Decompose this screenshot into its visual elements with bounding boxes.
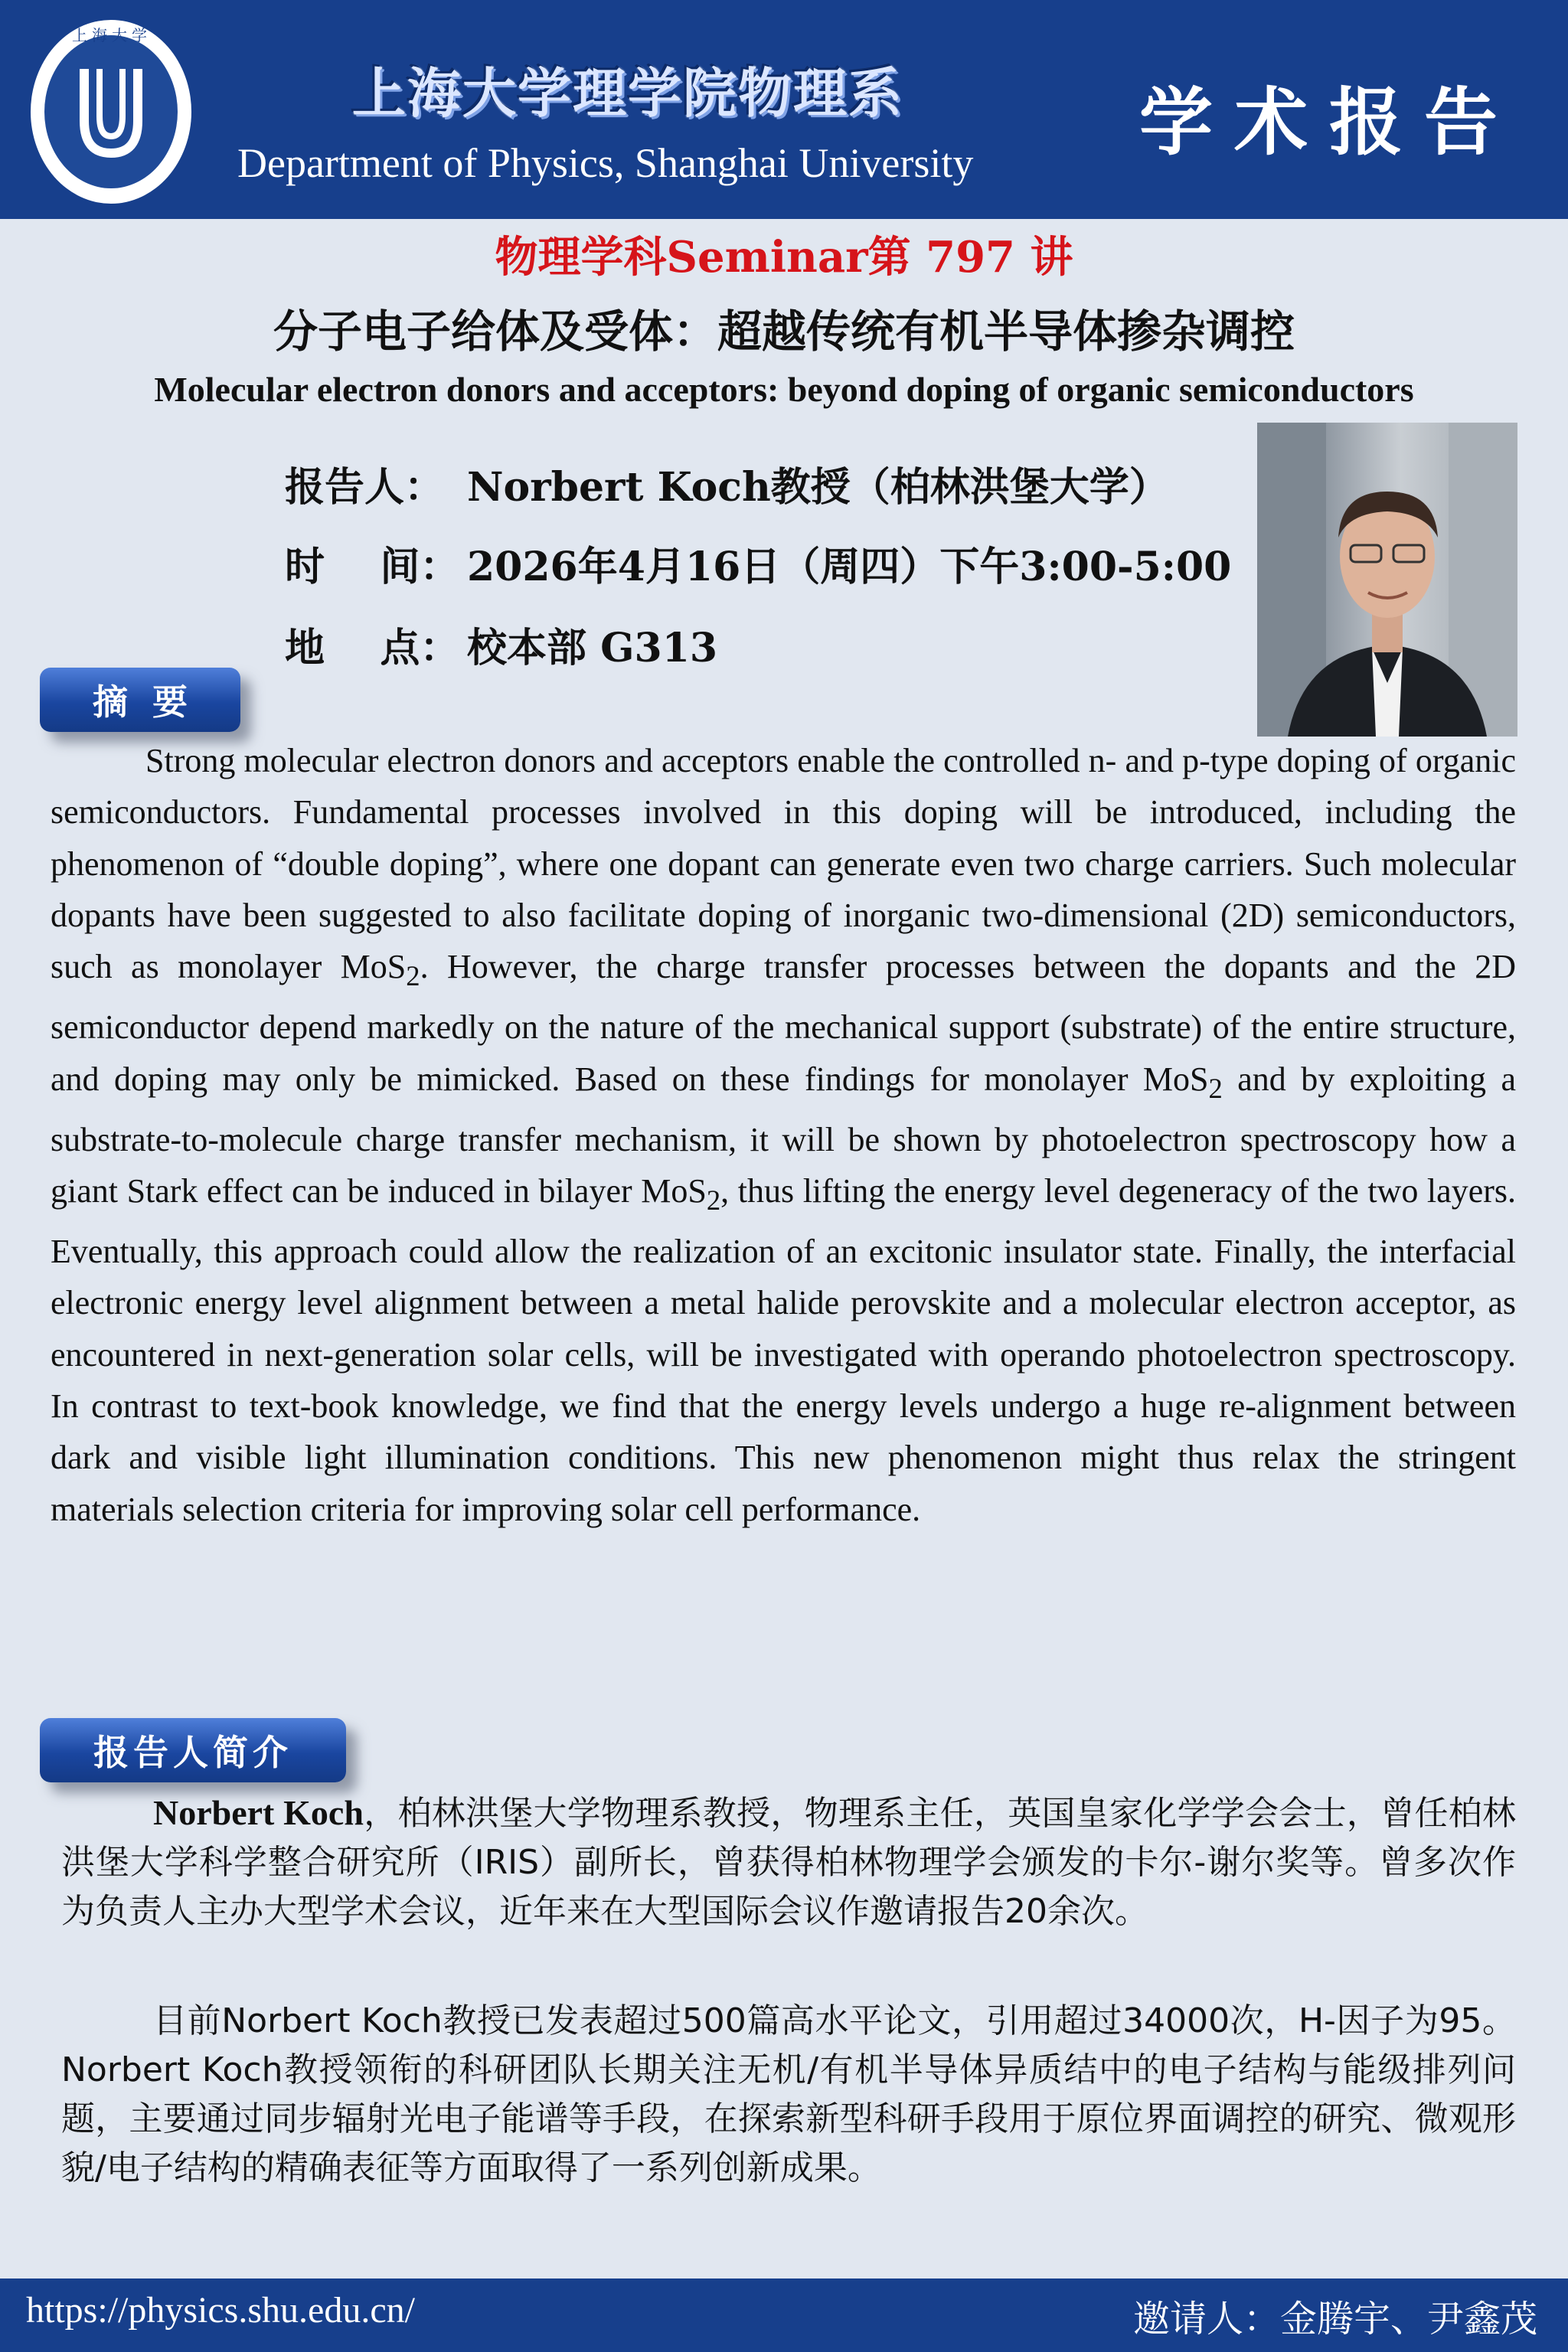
time-label: 时 间：: [285, 544, 460, 590]
bio-paragraph-2: [61, 1997, 1516, 2193]
time-row: [285, 534, 1231, 592]
bio-paragraph-1-text: ，柏林洪堡大学物理系教授，物理系主任，英国皇家化学学会会士，曾任柏林洪堡大学科学整合研究所（IRIS）副所长，曾获得柏林物理学会颁发的卡尔-谢尔奖等。曾多次作为负责人主办大型学术会议，近年来在大型国际会议作邀请报告20余次。: [61, 1794, 1516, 1931]
speaker-row: [285, 455, 1169, 512]
abstract-part-2: . However, the charge transfer processes between the dopants and the 2D semiconductor depend markedly on the nature of the mechanical support (substrate) of the entire structure, and doping may only be mimicked. Based on these findings for monolayer MoS: [51, 948, 1517, 1098]
bio-paragraph-2-text: 目前Norbert Koch教授已发表超过500篇高水平论文，引用超过34000次，H-因子为95。Norbert Koch教授领衔的科研团队长期关注无机/有机半导体异质结中的电子结构与能级排列问题，主要通过同步辐射光电子能谱等手段，在探索新型科研手段用于原位界面调控的研究、微观形貌/电子结构的精确表征等方面取得了一系列创新成果。: [61, 2001, 1516, 2187]
time-value: 2026年4月16日（周四）下午3:00-5:00: [467, 544, 1232, 590]
academic-report-title: 学术报告: [1139, 79, 1519, 165]
department-name-en: Department of Physics, Shanghai University: [237, 140, 974, 186]
department-name-cn: 上海大学理学院物理系: [352, 62, 903, 125]
speaker-photo: [1257, 423, 1517, 737]
inviter-text: 邀请人：金腾宇、尹鑫茂: [1132, 2298, 1537, 2341]
bio-paragraph-1: [61, 1788, 1516, 1936]
abstract-subscript-2: 2: [1208, 1072, 1223, 1104]
abstract-text: [51, 735, 1516, 1535]
abstract-part-4: , thus lifting the energy level degeneracy of the two layers. Eventually, this approach could allow the realization of an excitonic insulator state. Finally, the interfacial electronic energy level alignment between a metal halide perovskite and a molecular electron acceptor, as encountered in next-generation solar cells, will be investigated with operando photoelectron spectroscopy. In contrast to text-book knowledge, we find that the energy levels undergo a huge re-alignment between dark and visible light illumination conditions. This new phenomenon might thus relax the stringent materials selection criteria for improving solar cell performance.: [51, 1171, 1516, 1528]
department-url-link[interactable]: https://physics.shu.edu.cn/: [26, 2290, 415, 2331]
abstract-tag-label: 摘 要: [92, 681, 188, 723]
seminar-number: 物理学科Seminar第 797 讲: [495, 232, 1073, 283]
abstract-subscript-3: 2: [706, 1184, 721, 1216]
place-label: 地 点：: [285, 625, 460, 671]
abstract-part-1: Strong molecular electron donors and acceptors enable the controlled n- and p-type doping of organic semiconductors. Fundamental processes involved in this doping will be introduced, including the phenomenon of “double doping”, where one dopant can generate even two charge carriers. Such molecular dopants have been suggested to also facilitate doping of inorganic two-dimensional (2D) semiconductors, such as monolayer MoS: [51, 742, 1516, 986]
header-banner: [0, 0, 1568, 219]
speaker-value: Norbert Koch教授（柏林洪堡大学）: [467, 464, 1169, 511]
place-row: [285, 616, 717, 673]
logo-emblem-icon: [74, 63, 149, 161]
abstract-part-3: and by exploiting a substrate-to-molecule charge transfer mechanism, it will be shown by photoelectron spectroscopy how a giant Stark effect can be induced in bilayer MoS: [51, 1060, 1516, 1210]
speaker-label: 报告人：: [285, 464, 445, 511]
talk-title-cn: 分子电子给体及受体：超越传统有机半导体掺杂调控: [273, 305, 1295, 358]
place-value: 校本部 G313: [467, 625, 718, 671]
talk-title-en: Molecular electron donors and acceptors: beyond doping of organic semiconductors: [154, 370, 1414, 409]
abstract-tag: [40, 668, 240, 732]
bio-tag-label: 报告人简介: [93, 1732, 292, 1773]
footer-banner: [0, 2278, 1568, 2352]
bio-tag: [40, 1718, 346, 1782]
logo-top-text: 上海大学: [72, 26, 152, 44]
speaker-name: Norbert Koch: [153, 1793, 364, 1832]
abstract-subscript-1: 2: [406, 959, 420, 991]
